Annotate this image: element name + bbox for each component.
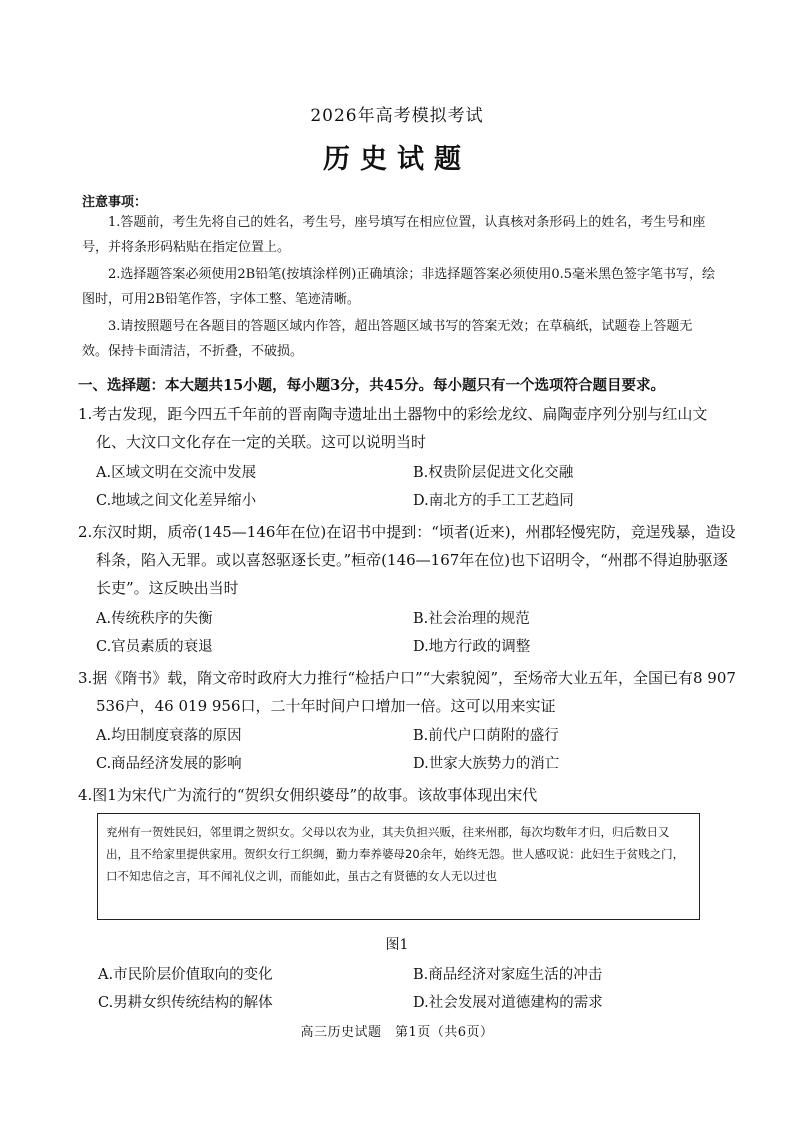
- question-4-option-b[interactable]: B.商品经济对家庭生活的冲击: [413, 967, 603, 983]
- question-2-option-a[interactable]: A.传统秩序的失衡: [96, 611, 213, 627]
- section-heading: 一、选择题：本大题共15小题，每小题3分，共45分。每小题只有一个选项符合题目要求。: [78, 377, 665, 394]
- question-2-option-c[interactable]: C.官员素质的衰退: [96, 639, 213, 655]
- question-1-option-c[interactable]: C.地域之间文化差异缩小: [96, 493, 257, 509]
- question-4-option-c[interactable]: C.男耕女织传统结构的解体: [98, 995, 273, 1011]
- question-4-stem: 4.图1为宋代广为流行的“贺织女佣织婆母”的故事。该故事体现出宋代: [78, 786, 538, 804]
- figure-1-caption: 图1: [385, 937, 409, 953]
- notice-heading: 注意事项：: [82, 195, 148, 210]
- question-3-stem: 3.据《隋书》载，隋文帝时政府大力推行“检括户口”“大索貌阅”，至炀帝大业五年，全国已有8 907 536户，46 019 956口，二十年时间户口增加一倍。这可以用来实证: [78, 669, 736, 715]
- exam-subtitle: 2026年高考模拟考试: [310, 106, 484, 126]
- question-1-option-b[interactable]: B.权贵阶层促进文化交融: [413, 465, 574, 481]
- question-3-option-c[interactable]: C.商品经济发展的影响: [96, 756, 242, 772]
- figure-1-text: 兖州有一贺姓民妇，邻里谓之贺织女。父母以农为业，其夫负担兴贩，往来州郡，每次均数年才归，归后数日又出，且不给家里提供家用。贺织女行工织绸，勤力奉养婆母20余年，始终无怨。世人感叹说：此妇生于贫贱之门，口不知忠信之言，耳不闻礼仪之训，而能如此，虽古之有贤德的女人无以过也: [106, 825, 685, 883]
- figure-1-box: [97, 813, 700, 920]
- notice-item-2: 2.选择题答案必须使用2B铅笔(按填涂样例)正确填涂；非选择题答案必须使用0.5毫米黑色签字笔书写，绘图时，可用2B铅笔作答，字体工整、笔迹清晰。: [82, 267, 716, 307]
- question-4-option-d[interactable]: D.社会发展对道德建构的需求: [413, 995, 603, 1011]
- page-footer: 高三历史试题 第1页（共6页）: [300, 1025, 494, 1040]
- exam-title: 历史试题: [323, 144, 471, 175]
- question-2-option-d[interactable]: D.地方行政的调整: [413, 639, 531, 655]
- notice-item-1: 1.答题前，考生先将自己的姓名，考生号，座号填写在相应位置，认真核对条形码上的姓名，考生号和座号，并将条形码粘贴在指定位置上。: [82, 215, 706, 255]
- notice-item-3: 3.请按照题号在各题目的答题区域内作答，超出答题区域书写的答案无效；在草稿纸，试题卷上答题无效。保持卡面清洁，不折叠，不破损。: [82, 319, 693, 359]
- question-3-option-d[interactable]: D.世家大族势力的消亡: [413, 756, 560, 772]
- question-2-option-b[interactable]: B.社会治理的规范: [413, 611, 530, 627]
- question-3-option-a[interactable]: A.均田制度衰落的原因: [96, 728, 242, 744]
- question-1-stem: 1.考古发现，距今四五千年前的晋南陶寺遗址出土器物中的彩绘龙纹、扁陶壶序列分别与红山文化、大汶口文化存在一定的关联。这可以说明当时: [78, 405, 708, 451]
- question-2-stem: 2.东汉时期，质帝(145—146年在位)在诏书中提到：“顷者(近来)，州郡轻慢宪防，竞逞残暴，造设科条，陷入无罪。或以喜怒驱逐长吏。”桓帝(146—167年在位)也下诏明令，“州郡不得迫胁驱逐长吏”。这反映出当时: [78, 523, 736, 597]
- question-1-option-d[interactable]: D.南北方的手工工艺趋同: [413, 493, 574, 509]
- question-4-option-a[interactable]: A.市民阶层价值取向的变化: [98, 967, 273, 983]
- question-1-option-a[interactable]: A.区域文明在交流中发展: [96, 465, 257, 481]
- question-3-option-b[interactable]: B.前代户口荫附的盛行: [413, 728, 559, 744]
